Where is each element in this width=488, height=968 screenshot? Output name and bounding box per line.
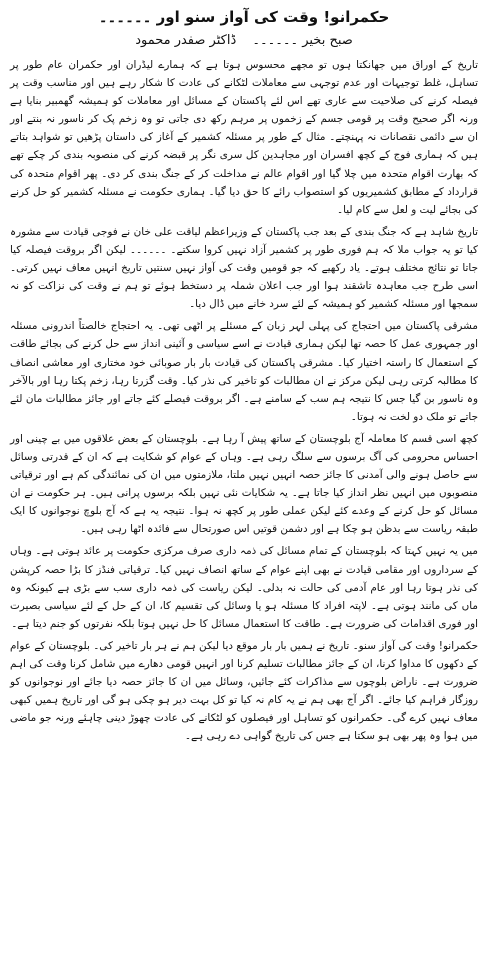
paragraph: تاریخ شاہد ہے کہ جنگ بندی کے بعد جب پاکستان کے وزیراعظم لیاقت علی خان نے فوجی قیادت سے مشورہ کیا تو یہ جواب ملا کہ ہم فوری طور پر کشمیر آزاد نہیں کروا سکتے۔ ۔۔۔۔۔۔ لیکن اگر بروقت فیصلہ کیا جاتا تو نتائج مختلف ہوتے۔ یاد رکھیے کہ جو قومیں وقت کی آواز نہیں سنتیں تاریخ انہیں معاف نہیں کرتی۔ اسی طرح جب معاہدہ تاشقند ہوا اور جب اعلان شملہ پر دستخط ہوئے تو ہم نے وقت کی نزاکت کو نہ سمجھا اور مسئلہ کشمیر کو ہمیشہ کے لئے سرد خانے میں ڈال دیا۔: [10, 225, 478, 311]
article-title: حکمرانو! وقت کی آواز سنو اور ۔۔۔۔۔۔: [98, 8, 390, 26]
paragraph: مشرقی پاکستان میں احتجاج کی پہلی لہر زبان کے مسئلے پر اٹھی تھی۔ یہ احتجاج خالصتاً اندرونی مسئلہ اور جمہوری عمل کا حصہ تھا لیکن ہماری قیادت نے اسے سیاسی و آئینی انداز سے حل کرنے کی بجائے طاقت کے استعمال کا راستہ اختیار کیا۔ مشرقی پاکستان کی قیادت بار بار صوبائی خود مختاری اور معاشی انصاف کا مطالبہ کرتی رہی لیکن مرکز نے ان مطالبات کو تاخیر کی نذر کیا۔ وقت گزرتا رہا، زخم پکتا رہا اور بالآخر وہ ناسور بن گیا جس کا نتیجہ ہم سب کے سامنے ہے۔ اگر بروقت فیصلے کئے جاتے اور جائز مطالبات مان لئے جاتے تو ملک دو لخت نہ ہوتا۔: [10, 320, 478, 423]
paragraph: تاریخ کے اوراق میں جھانکتا ہوں تو مجھے محسوس ہوتا ہے کہ ہمارے لیڈران اور حکمران عام طور پر تساہل، غلط توجیہات اور عدم توجہی سے معاملات لٹکانے کی عادت کا شکار رہے ہیں اور مناسب وقت پر فیصلہ کرنے کی صلاحیت سے عاری تھے اس لئے پاکستان کے مسائل اور معاملات کو ہمیشہ گھمبیر بنایا ہے ورنہ اگر صحیح وقت پر قومی جسم کے زخموں پر مرہم رکھ دی جاتی تو وہ زخم پک کر ناسور نہ بنتے اور ان سے دائمی نقصانات نہ پہنچتے۔ مثال کے طور پر مسئلہ کشمیر کے آغاز کی داستان پڑھیں تو شواہد بتاتے ہیں کہ ہماری فوج کے کچھ افسران اور مجاہدین کل سری نگر پر قبضہ کرنے کی منصوبہ بندی کر چکے تھے کہ بھارت اقوام متحدہ میں چلا گیا اور اقوام عالم نے مداخلت کر کے جنگ بندی کر دی۔ پھر اقوام متحدہ کی قرارداد کے مطابق کشمیریوں کو استصواب رائے کا حق دیا گیا۔ ہماری حکومت نے مسئلہ کشمیر کو حل کرنے کی بجائے لیت و لعل سے کام لیا۔: [10, 59, 478, 216]
byline: [10, 32, 478, 50]
byline-column-name: صبح بخیر ۔۔۔۔۔۔: [252, 33, 353, 48]
paragraph: کچھ اسی قسم کا معاملہ آج بلوچستان کے ساتھ پیش آ رہا ہے۔ بلوچستان کے بعض علاقوں میں بے چینی اور احساس محرومی کی آگ برسوں سے سلگ رہی ہے۔ وہاں کے عوام کو شکایت ہے کہ ان کے قدرتی وسائل سے حاصل ہونے والی آمدنی کا جائز حصہ انہیں نہیں ملتا، ملازمتوں میں ان کی نمائندگی کم ہے اور ترقیاتی منصوبوں میں انہیں نظر انداز کیا جاتا ہے۔ یہ شکایات نئی نہیں بلکہ برسوں پرانی ہیں۔ ہر حکومت نے ان مسائل کو حل کرنے کے وعدے کئے لیکن عملی طور پر کچھ نہ ہوا۔ نتیجہ یہ ہے کہ آج بلوچ نوجوانوں کا ایک طبقہ ریاست سے بدظن ہو چکا ہے اور دشمن قوتیں اس صورتحال سے فائدہ اٹھا رہی ہیں۔: [10, 432, 478, 536]
paragraph: میں یہ نہیں کہتا کہ بلوچستان کے تمام مسائل کی ذمہ داری صرف مرکزی حکومت پر عائد ہوتی ہے۔ وہاں کے سرداروں اور مقامی قیادت نے بھی اپنے عوام کے ساتھ انصاف نہیں کیا۔ ترقیاتی فنڈز کا بڑا حصہ کرپشن کی نذر ہوتا رہا اور عام آدمی کی حالت نہ بدلی۔ لیکن ریاست کی ذمہ داری سب سے بڑی ہے کیونکہ وہ ماں کی مانند ہوتی ہے۔ لاپتہ افراد کا مسئلہ ہو یا وسائل کی تقسیم کا، ان کے حل کے لئے سیاسی بصیرت اور فوری اقدامات کی ضرورت ہے۔ طاقت کا استعمال مسائل کا حل نہیں ہوتا بلکہ نفرتوں کو جنم دیتا ہے۔: [10, 545, 478, 630]
article-body: [10, 56, 478, 745]
paragraph: حکمرانو! وقت کی آواز سنو۔ تاریخ نے ہمیں بار بار موقع دیا لیکن ہم نے ہر بار تاخیر کی۔ بلوچستان کے عوام کے دکھوں کا مداوا کرنا، ان کے جائز مطالبات تسلیم کرنا اور انہیں قومی دھارے میں شامل کرنا وقت کی اہم ضرورت ہے۔ ناراض بلوچوں سے مذاکرات کئے جائیں، وسائل میں ان کا جائز حصہ دیا جائے اور نوجوانوں کو روزگار فراہم کیا جائے۔ اگر آج بھی ہم نے یہ کام نہ کیا تو کل بہت دیر ہو چکی ہو گی اور تاریخ ہمیں کبھی معاف نہیں کرے گی۔ حکمرانوں کو تساہل اور فیصلوں کو لٹکانے کی عادت چھوڑ دینی چاہئے ورنہ جو ماضی میں ہوا وہ پھر بھی ہو سکتا ہے جس کی تاریخ گواہی دے رہی ہے۔: [10, 639, 478, 743]
byline-author: ڈاکٹر صفدر محمود: [135, 33, 237, 48]
